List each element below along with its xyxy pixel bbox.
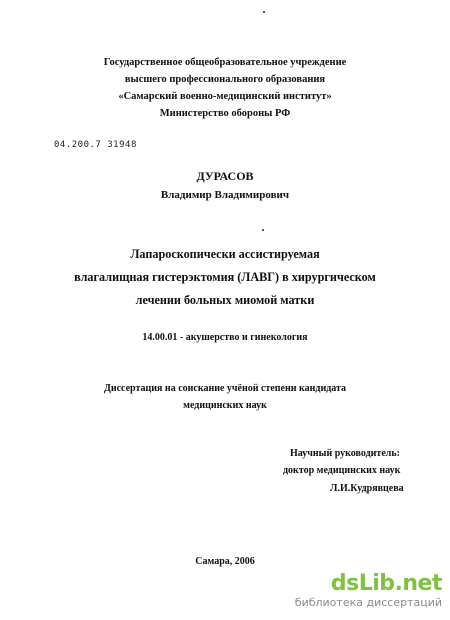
title-line-1: Лапароскопически ассистируемая <box>130 247 320 261</box>
institution-line-1: Государственное общеобразовательное учреждение <box>103 57 347 68</box>
supervisor-label: Научный руководитель: <box>290 448 400 459</box>
watermark-logo: dsLib.net <box>330 571 442 596</box>
supervisor-name: Л.И.Кудрявцева <box>330 483 404 494</box>
institution-line-2: высшего профессионального образования <box>124 74 326 85</box>
site-watermark <box>282 573 442 610</box>
city-year: Самара, 2006 <box>195 556 255 567</box>
scan-speck <box>262 229 264 231</box>
institution-line-4: Министерство обороны РФ <box>159 108 291 119</box>
institution-line-3: «Самарский военно-медицинский институт» <box>118 91 332 102</box>
registration-number: 04.200.7 31948 <box>54 140 137 150</box>
dissertation-line-1: Диссертация на соискание учёной степени кандидата <box>103 383 347 394</box>
title-line-3: лечении больных миомой матки <box>135 293 315 307</box>
specialty-code: 14.00.01 - акушерство и гинекология <box>142 332 308 343</box>
watermark-subtitle: библиотека диссертаций <box>294 596 442 609</box>
supervisor-degree: доктор медицинских наук <box>283 465 401 476</box>
title-line-2: влагалищная гистерэктомия (ЛАВГ) в хирургическом <box>74 270 376 284</box>
scan-speck <box>263 11 265 13</box>
author-surname: ДУРАСОВ <box>196 169 254 183</box>
author-name: Владимир Владимирович <box>160 189 290 201</box>
dissertation-line-2: медицинских наук <box>183 400 267 411</box>
